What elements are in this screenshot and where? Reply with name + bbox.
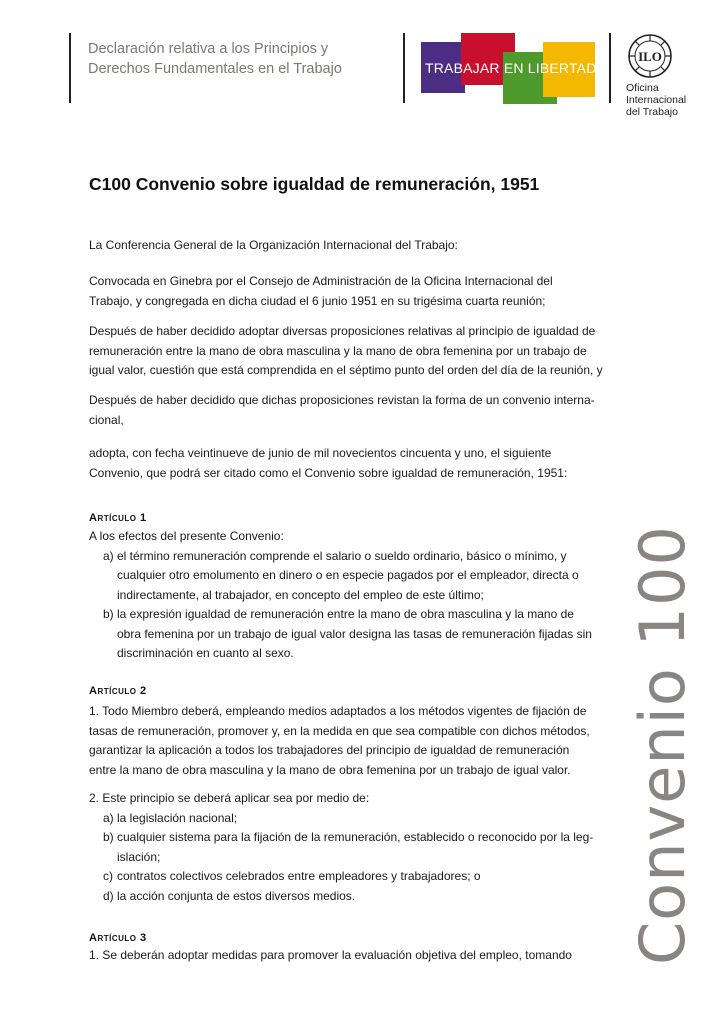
preamble-paragraph — [89, 391, 609, 430]
list-item — [103, 809, 609, 829]
list-marker: a) — [103, 810, 114, 825]
list-item — [103, 828, 609, 867]
text-line: la expresión igualdad de remuneración entre la mano de obra masculina y la mano de — [117, 607, 574, 621]
text-line: Después de haber decidido adoptar diversas proposiciones relativas al principio de igualdad de — [89, 324, 596, 338]
text-line: cualquier sistema para la fijación de la remuneración, establecido o reconocido por la leg- — [117, 830, 594, 844]
text-line: La Conferencia General de la Organización Internacional del Trabajo: — [89, 238, 458, 252]
header-divider — [403, 33, 405, 103]
preamble-paragraph — [89, 236, 609, 256]
article-2-paragraph-1 — [89, 702, 609, 780]
organization-name-line: Oficina — [626, 82, 659, 94]
organization-name-line: Internacional — [626, 94, 687, 106]
text-line: Después de haber decidido que dichas proposiciones revistan la forma de un convenio interna- — [89, 393, 595, 407]
text-line: islación; — [117, 849, 161, 864]
text-line: Convocada en Ginebra por el Consejo de Administración de la Oficina Internacional del — [89, 274, 553, 288]
text-line: 1. Se deberán adoptar medidas para promover la evaluación objetiva del empleo, tomando — [89, 948, 572, 962]
list-item-text: la legislación nacional; — [117, 810, 238, 825]
text-line: entre la mano de obra masculina y la mano de obra femenina por un trabajo de igual valor. — [89, 762, 571, 777]
header-divider — [609, 33, 611, 103]
convention-side-label: Convenio 100 — [626, 525, 699, 965]
article-3-body — [89, 946, 609, 966]
campaign-label: TRABAJAR EN LIBERTAD — [425, 60, 597, 76]
text-line: Trabajo, y congregada en dicha ciudad el 6 junio 1951 en su trigésima cuarta reunión; — [89, 293, 546, 308]
text-line: garantizar la aplicación a todos los trabajadores del principio de igualdad de remuneración — [89, 743, 570, 757]
list-item — [103, 867, 609, 887]
list-item-text: contratos colectivos celebrados entre empleadores y trabajadores; o — [117, 869, 481, 883]
article-1-body — [89, 527, 609, 664]
declaration-line: Derechos Fundamentales en el Trabajo — [88, 61, 342, 77]
declaration-heading — [88, 39, 388, 79]
ilo-emblem-text: ILO — [638, 49, 662, 64]
preamble-paragraph — [89, 322, 609, 381]
text-line: adopta, con fecha veintinueve de junio de mil novecientos cincuenta y uno, el siguiente — [89, 446, 552, 460]
article-1-heading: Artículo 1 — [89, 512, 147, 524]
document-title: C100 Convenio sobre igualdad de remuneración, 1951 — [89, 174, 540, 194]
text-line: 1. Todo Miembro deberá, empleando medios adaptados a los métodos vigentes de fijación de — [89, 704, 587, 718]
header-divider — [69, 33, 71, 103]
list-marker: b) — [103, 607, 114, 621]
list-item-text — [117, 828, 609, 867]
text-line: A los efectos del presente Convenio: — [89, 529, 284, 543]
list-item — [103, 547, 609, 606]
preamble-paragraph — [89, 444, 609, 483]
text-line: indirectamente, al trabajador, en concepto del empleo de este último; — [117, 587, 484, 602]
text-line: igual valor, cuestión que está comprendida en el séptimo punto del orden del día de la reunión, y — [89, 363, 603, 377]
text-line: cional, — [89, 412, 124, 427]
text-line: el término remuneración comprende el salario o sueldo ordinario, básico o mínimo, y — [117, 548, 567, 563]
list-item-text — [117, 547, 609, 606]
list-item — [103, 887, 609, 907]
campaign-logo — [421, 33, 597, 104]
article-2-heading: Artículo 2 — [89, 685, 147, 697]
article-3-heading: Artículo 3 — [89, 932, 147, 944]
list-marker: c) — [103, 869, 113, 883]
text-line: discriminación en cuanto al sexo. — [117, 646, 294, 660]
article-1-list — [103, 547, 609, 664]
organization-name-line: del Trabajo — [626, 106, 678, 118]
text-line: obra femenina por un trabajo de igual valor designa las tasas de remuneración fijadas sin — [117, 626, 592, 641]
list-marker: a) — [103, 548, 114, 563]
text-line: remuneración entre la mano de obra masculina y la mano de obra femenina por un trabajo de — [89, 343, 587, 358]
text-line: tasas de remuneración, promover y, en la medida en que sea compatible con dichos métodos, — [89, 723, 590, 738]
organization-name — [626, 82, 706, 118]
ilo-emblem-icon — [624, 33, 676, 79]
article-2-paragraph-2 — [89, 789, 609, 906]
text-line: Convenio, que podrá ser citado como el Convenio sobre igualdad de remuneración, 1951: — [89, 465, 568, 480]
list-marker: d) — [103, 888, 114, 903]
list-item-text: la acción conjunta de estos diversos medios. — [117, 888, 356, 903]
text-line: 2. Este principio se deberá aplicar sea por medio de: — [89, 791, 370, 805]
list-item-text — [117, 605, 609, 664]
list-marker: b) — [103, 830, 114, 844]
declaration-line: Declaración relativa a los Principios y — [88, 41, 329, 57]
preamble-paragraph — [89, 272, 609, 311]
article-2-list — [103, 809, 609, 907]
list-item — [103, 605, 609, 664]
text-line: cualquier otro emolumento en dinero o en especie pagados por el empleador, directa o — [117, 568, 579, 582]
